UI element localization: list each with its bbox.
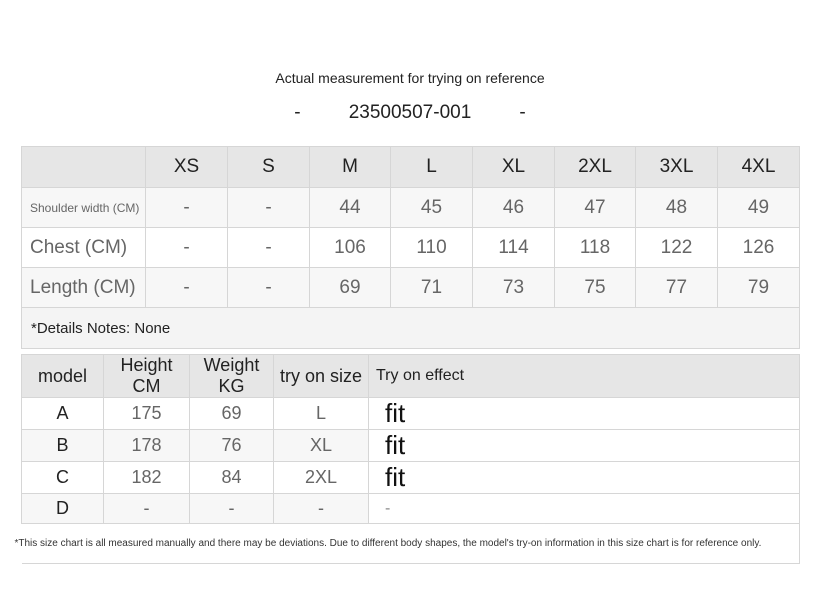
size-header-corner <box>22 147 146 188</box>
product-code-line <box>0 102 820 124</box>
model-table <box>14 354 800 564</box>
table-cell: - <box>146 228 228 268</box>
size-header-cell: 3XL <box>636 147 718 188</box>
model-weight: 84 <box>190 462 274 494</box>
table-cell: - <box>146 268 228 308</box>
model-row <box>22 398 800 430</box>
table-cell: 48 <box>636 188 718 228</box>
table-cell: 73 <box>473 268 555 308</box>
size-header: try on size <box>274 355 369 398</box>
model-size: 2XL <box>274 462 369 494</box>
table-cell: 126 <box>718 228 800 268</box>
size-header-cell: 2XL <box>555 147 636 188</box>
chest-row <box>22 228 800 268</box>
table-cell: 110 <box>391 228 473 268</box>
notes-row <box>22 308 800 349</box>
model-height: 182 <box>104 462 190 494</box>
table-cell: 46 <box>473 188 555 228</box>
size-header-cell: XL <box>473 147 555 188</box>
length-row <box>22 268 800 308</box>
model-weight: - <box>190 494 274 524</box>
table-cell: 118 <box>555 228 636 268</box>
model-effect: fit <box>369 398 800 430</box>
table-cell: 75 <box>555 268 636 308</box>
product-code: 23500507-001 <box>348 102 472 123</box>
model-weight: 69 <box>190 398 274 430</box>
table-cell: 77 <box>636 268 718 308</box>
table-cell: 106 <box>310 228 391 268</box>
model-name: C <box>22 462 104 494</box>
table-cell: - <box>228 188 310 228</box>
size-header-cell: L <box>391 147 473 188</box>
footnote-cell <box>14 524 800 564</box>
table-cell: - <box>228 228 310 268</box>
model-header: model <box>22 355 104 398</box>
code-dash-left: - <box>294 102 301 123</box>
model-name: A <box>22 398 104 430</box>
model-size: XL <box>274 430 369 462</box>
table-cell: 71 <box>391 268 473 308</box>
size-header-row <box>22 147 800 188</box>
model-name: B <box>22 430 104 462</box>
size-header-cell: 4XL <box>718 147 800 188</box>
table-cell: 79 <box>718 268 800 308</box>
table-cell: 122 <box>636 228 718 268</box>
model-row <box>22 462 800 494</box>
model-size: - <box>274 494 369 524</box>
model-effect: fit <box>369 462 800 494</box>
model-height: 178 <box>104 430 190 462</box>
code-dash-right: - <box>519 102 526 123</box>
details-notes: *Details Notes: None <box>22 308 800 349</box>
model-name: D <box>22 494 104 524</box>
model-row <box>22 430 800 462</box>
model-height: - <box>104 494 190 524</box>
size-header-cell: M <box>310 147 391 188</box>
model-header-row <box>22 355 800 398</box>
model-effect: - <box>369 494 800 524</box>
footnote: *This size chart is all measured manually and there may be deviations. Due to different body shapes, the model's try-on information in this size chart is for reference only. <box>14 538 762 549</box>
row-label: Shoulder width (CM) <box>22 188 146 228</box>
table-cell: - <box>146 188 228 228</box>
table-cell: 49 <box>718 188 800 228</box>
shoulder-row <box>22 188 800 228</box>
table-cell: 114 <box>473 228 555 268</box>
model-weight: 76 <box>190 430 274 462</box>
table-cell: 69 <box>310 268 391 308</box>
row-label: Length (CM) <box>22 268 146 308</box>
table-cell: 44 <box>310 188 391 228</box>
size-header-cell: XS <box>146 147 228 188</box>
effect-header: Try on effect <box>369 355 800 398</box>
model-height: 175 <box>104 398 190 430</box>
table-cell: - <box>228 268 310 308</box>
weight-header: Weight KG <box>190 355 274 398</box>
table-cell: 45 <box>391 188 473 228</box>
footnote-row <box>22 524 800 564</box>
chart-subtitle: Actual measurement for trying on reference <box>275 70 545 86</box>
height-header: Height CM <box>104 355 190 398</box>
row-label: Chest (CM) <box>22 228 146 268</box>
model-size: L <box>274 398 369 430</box>
model-row <box>22 494 800 524</box>
size-table <box>21 146 800 349</box>
size-header-cell: S <box>228 147 310 188</box>
table-cell: 47 <box>555 188 636 228</box>
model-effect: fit <box>369 430 800 462</box>
